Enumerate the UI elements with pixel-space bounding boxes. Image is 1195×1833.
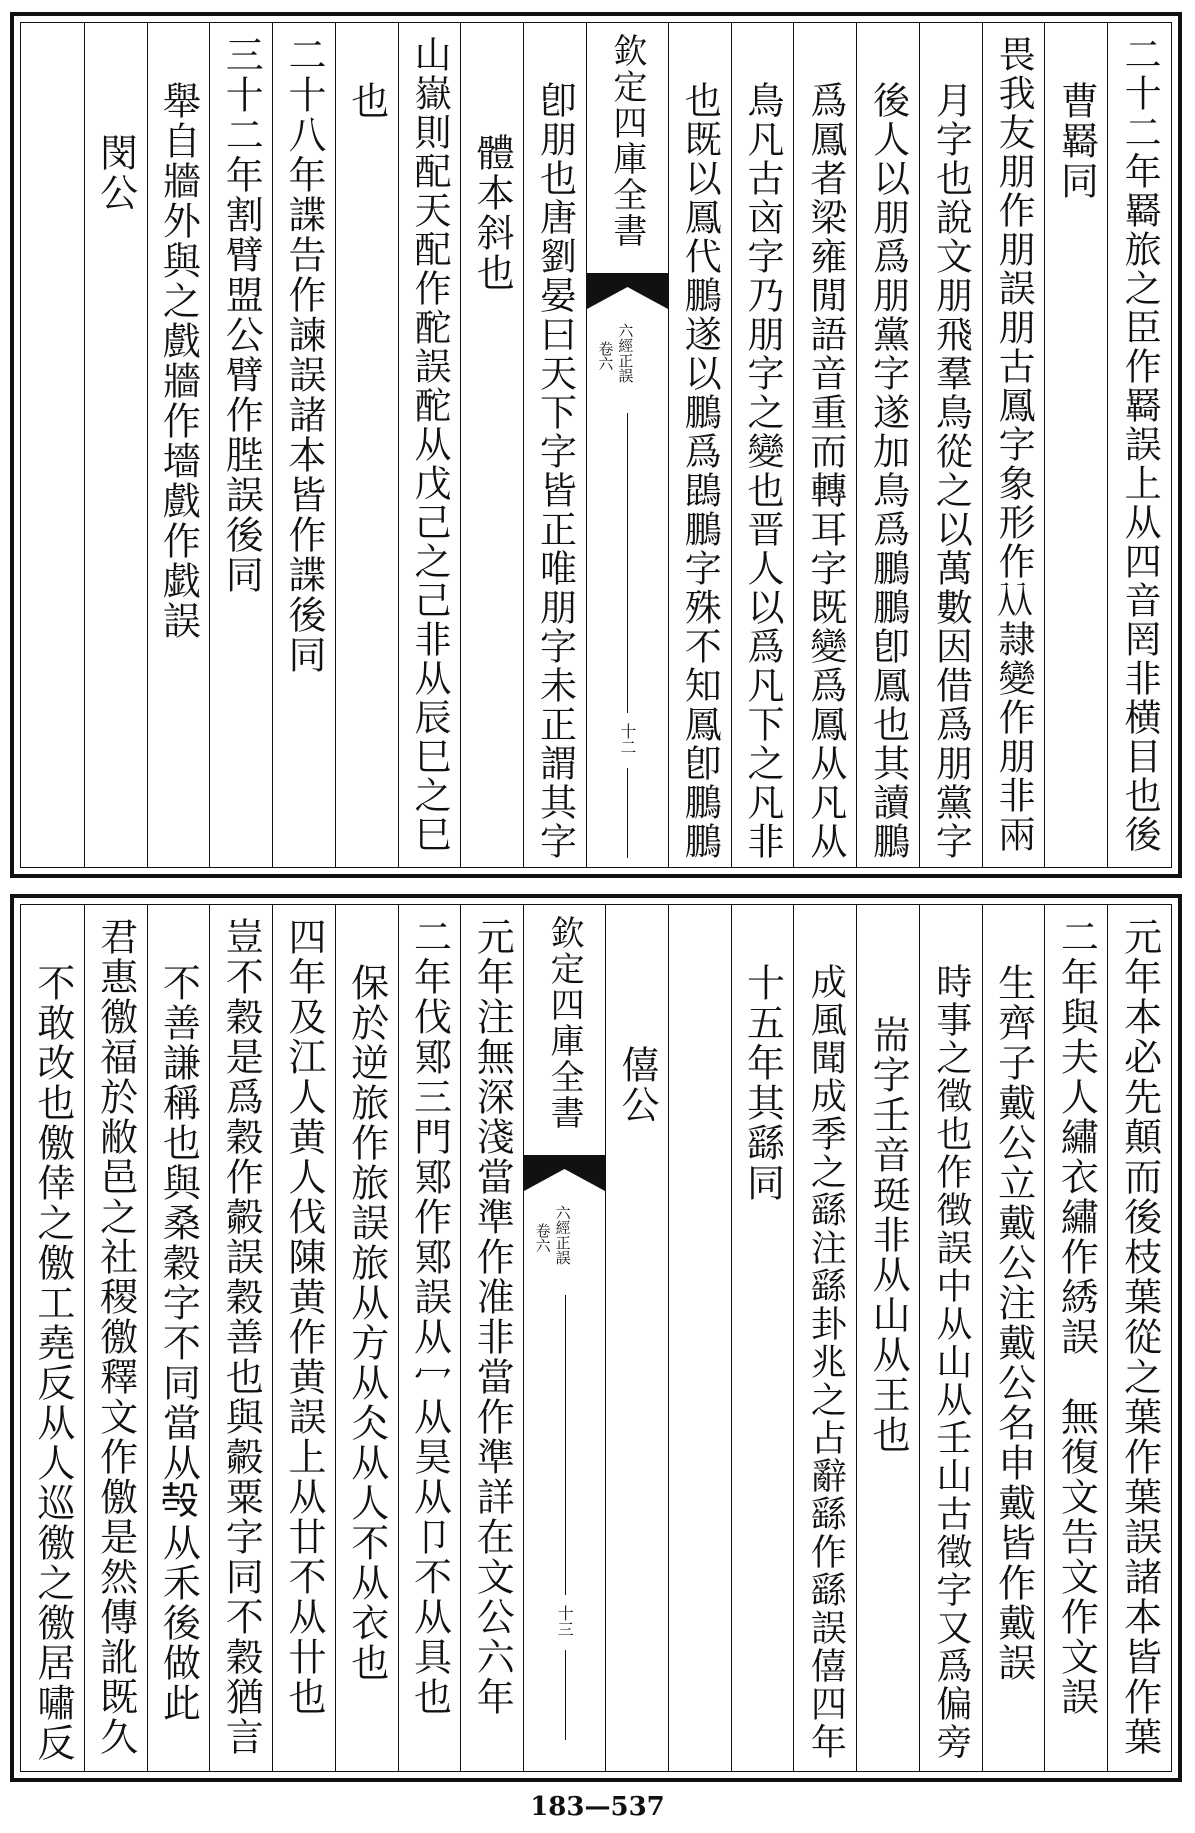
text-column	[85, 23, 148, 867]
gutter-rule	[565, 1650, 566, 1740]
bottom-page-panel	[10, 894, 1182, 1782]
column-text: 二十八年諜告作諫誤諸本皆作諜後同	[281, 35, 326, 675]
book-title: 六經正誤	[553, 1205, 572, 1265]
column-text: 閔公	[93, 133, 138, 213]
leaf-number: 十二	[617, 723, 637, 755]
text-column	[857, 905, 920, 1771]
column-text: 二十二年羇旅之臣作羇誤上从四音罔非横目也後	[1118, 35, 1162, 854]
column-text: 十五年其繇同	[740, 963, 785, 1203]
gutter-rule	[565, 1295, 566, 1595]
column-text: 四年及江人黄人伐陳黄作黄誤上从廿不从卄也	[281, 917, 326, 1717]
text-column	[210, 905, 273, 1771]
fishtail-mark-icon	[524, 1155, 605, 1191]
leaf-number: 十三	[555, 1605, 575, 1637]
column-text: 保於逆旅作旅誤旅从方从仌从人不从衣也	[344, 963, 389, 1683]
collection-title: 欽定四庫全書	[544, 915, 585, 1131]
collection-title: 欽定四庫全書	[606, 33, 647, 249]
column-text: 後人以朋爲朋黨字遂加鳥爲鵬鵬卽鳳也其讀鵬	[866, 81, 910, 861]
volume-label: 卷六	[596, 341, 615, 371]
text-column	[794, 905, 857, 1771]
gutter-rule	[627, 768, 628, 858]
column-text: 三十二年割臂盟公臂作䏶誤後同	[219, 35, 264, 595]
column-text: 生齊子戴公立戴公注戴公名申戴皆作戴誤	[991, 963, 1036, 1683]
column-text: 舉自牆外與之戲牆作墻戲作戯誤	[156, 81, 201, 641]
text-column	[22, 23, 85, 867]
text-column	[732, 905, 795, 1771]
text-column	[920, 905, 983, 1771]
text-column	[336, 23, 399, 867]
column-text: 僖公	[615, 1045, 660, 1125]
center-gutter	[587, 23, 669, 867]
column-text: 山嶽則配天配作酡誤酡从戊己之己非从辰巳之巳	[407, 35, 451, 854]
column-text: 畏我友朋作朋誤朋古鳳字象形作𠓜隷變作朋非兩	[992, 35, 1036, 854]
text-column	[606, 905, 669, 1771]
text-column	[669, 905, 732, 1771]
column-text: 成風聞成季之繇注繇卦兆之占辭繇作繇誤僖四年	[805, 963, 847, 1761]
text-column	[148, 905, 211, 1771]
text-column	[85, 905, 148, 1771]
column-text: 二年與夫人繡衣繡作綉誤 無復文告文作文誤	[1054, 917, 1099, 1717]
text-column	[983, 23, 1046, 867]
text-column	[461, 23, 524, 867]
text-column	[983, 905, 1046, 1771]
column-text: 鳥凡古㐫字乃朋字之變也晋人以爲凡下之凡非	[741, 81, 785, 861]
text-column	[273, 23, 336, 867]
book-title: 六經正誤	[616, 323, 635, 383]
column-text: 也	[344, 81, 389, 121]
column-text: 體本斜也	[470, 133, 515, 293]
bottom-page-columns	[20, 904, 1172, 1772]
top-page-columns	[20, 22, 1172, 868]
column-text: 君惠徼福於敝邑之社稷徼釋文作儌是然傳訛既久	[93, 917, 138, 1757]
text-column	[524, 23, 587, 867]
text-column	[399, 905, 462, 1771]
center-gutter	[524, 905, 606, 1771]
fishtail-mark-icon	[587, 273, 668, 309]
gutter-rule	[627, 413, 628, 713]
text-column	[1046, 23, 1109, 867]
column-text: 也既以鳳代鵬遂以鵬爲鵾鵬字殊不知鳳卽鵬鵬	[678, 81, 722, 861]
column-text: 卽朋也唐劉晏曰天下字皆正唯朋字未正謂其字	[533, 81, 577, 861]
top-page-panel	[10, 12, 1182, 878]
column-text: 不善謙稱也與桑穀字不同當从𣪊从禾後做此	[156, 963, 201, 1723]
column-text: 豈不穀是爲穀作㲉誤穀善也與㲉粟字同不穀猶言	[219, 917, 264, 1757]
text-column	[1108, 23, 1171, 867]
column-text: 爲鳳者梁雍閒語音重而轉耳字既變爲鳳从凡从	[803, 81, 847, 861]
column-text: 耑字壬音珽非从山从王也	[866, 1015, 911, 1455]
text-column	[273, 905, 336, 1771]
text-column	[336, 905, 399, 1771]
text-column	[210, 23, 273, 867]
text-column	[920, 23, 983, 867]
text-column	[1108, 905, 1171, 1771]
text-column	[22, 905, 85, 1771]
text-column	[669, 23, 732, 867]
page-number: 183—537	[530, 1792, 665, 1822]
column-text: 月字也說文朋飛羣鳥從之以萬數因借爲朋黨字	[929, 81, 973, 861]
column-text: 元年本必先顛而後枝葉從之葉作葉誤諸本皆作葉	[1117, 917, 1162, 1757]
column-text: 曹羇同	[1054, 81, 1099, 201]
column-text: 不敢改也儌倖之儌工堯反从人巡徼之徼居嘯反	[30, 963, 75, 1763]
text-column	[148, 23, 211, 867]
text-column	[857, 23, 920, 867]
column-text: 時事之徵也作徴誤中从山从壬山古徵字又爲偏旁	[930, 963, 972, 1761]
text-column	[399, 23, 462, 867]
volume-label: 卷六	[533, 1223, 552, 1253]
text-column	[1046, 905, 1109, 1771]
column-text: 元年注無深淺當準作准非當作準詳在文公六年	[470, 917, 515, 1717]
text-column	[461, 905, 524, 1771]
column-text: 二年伐鄍三門鄍作鄍誤从冖从昊从卩不从具也	[407, 917, 452, 1717]
text-column	[794, 23, 857, 867]
text-column	[732, 23, 795, 867]
